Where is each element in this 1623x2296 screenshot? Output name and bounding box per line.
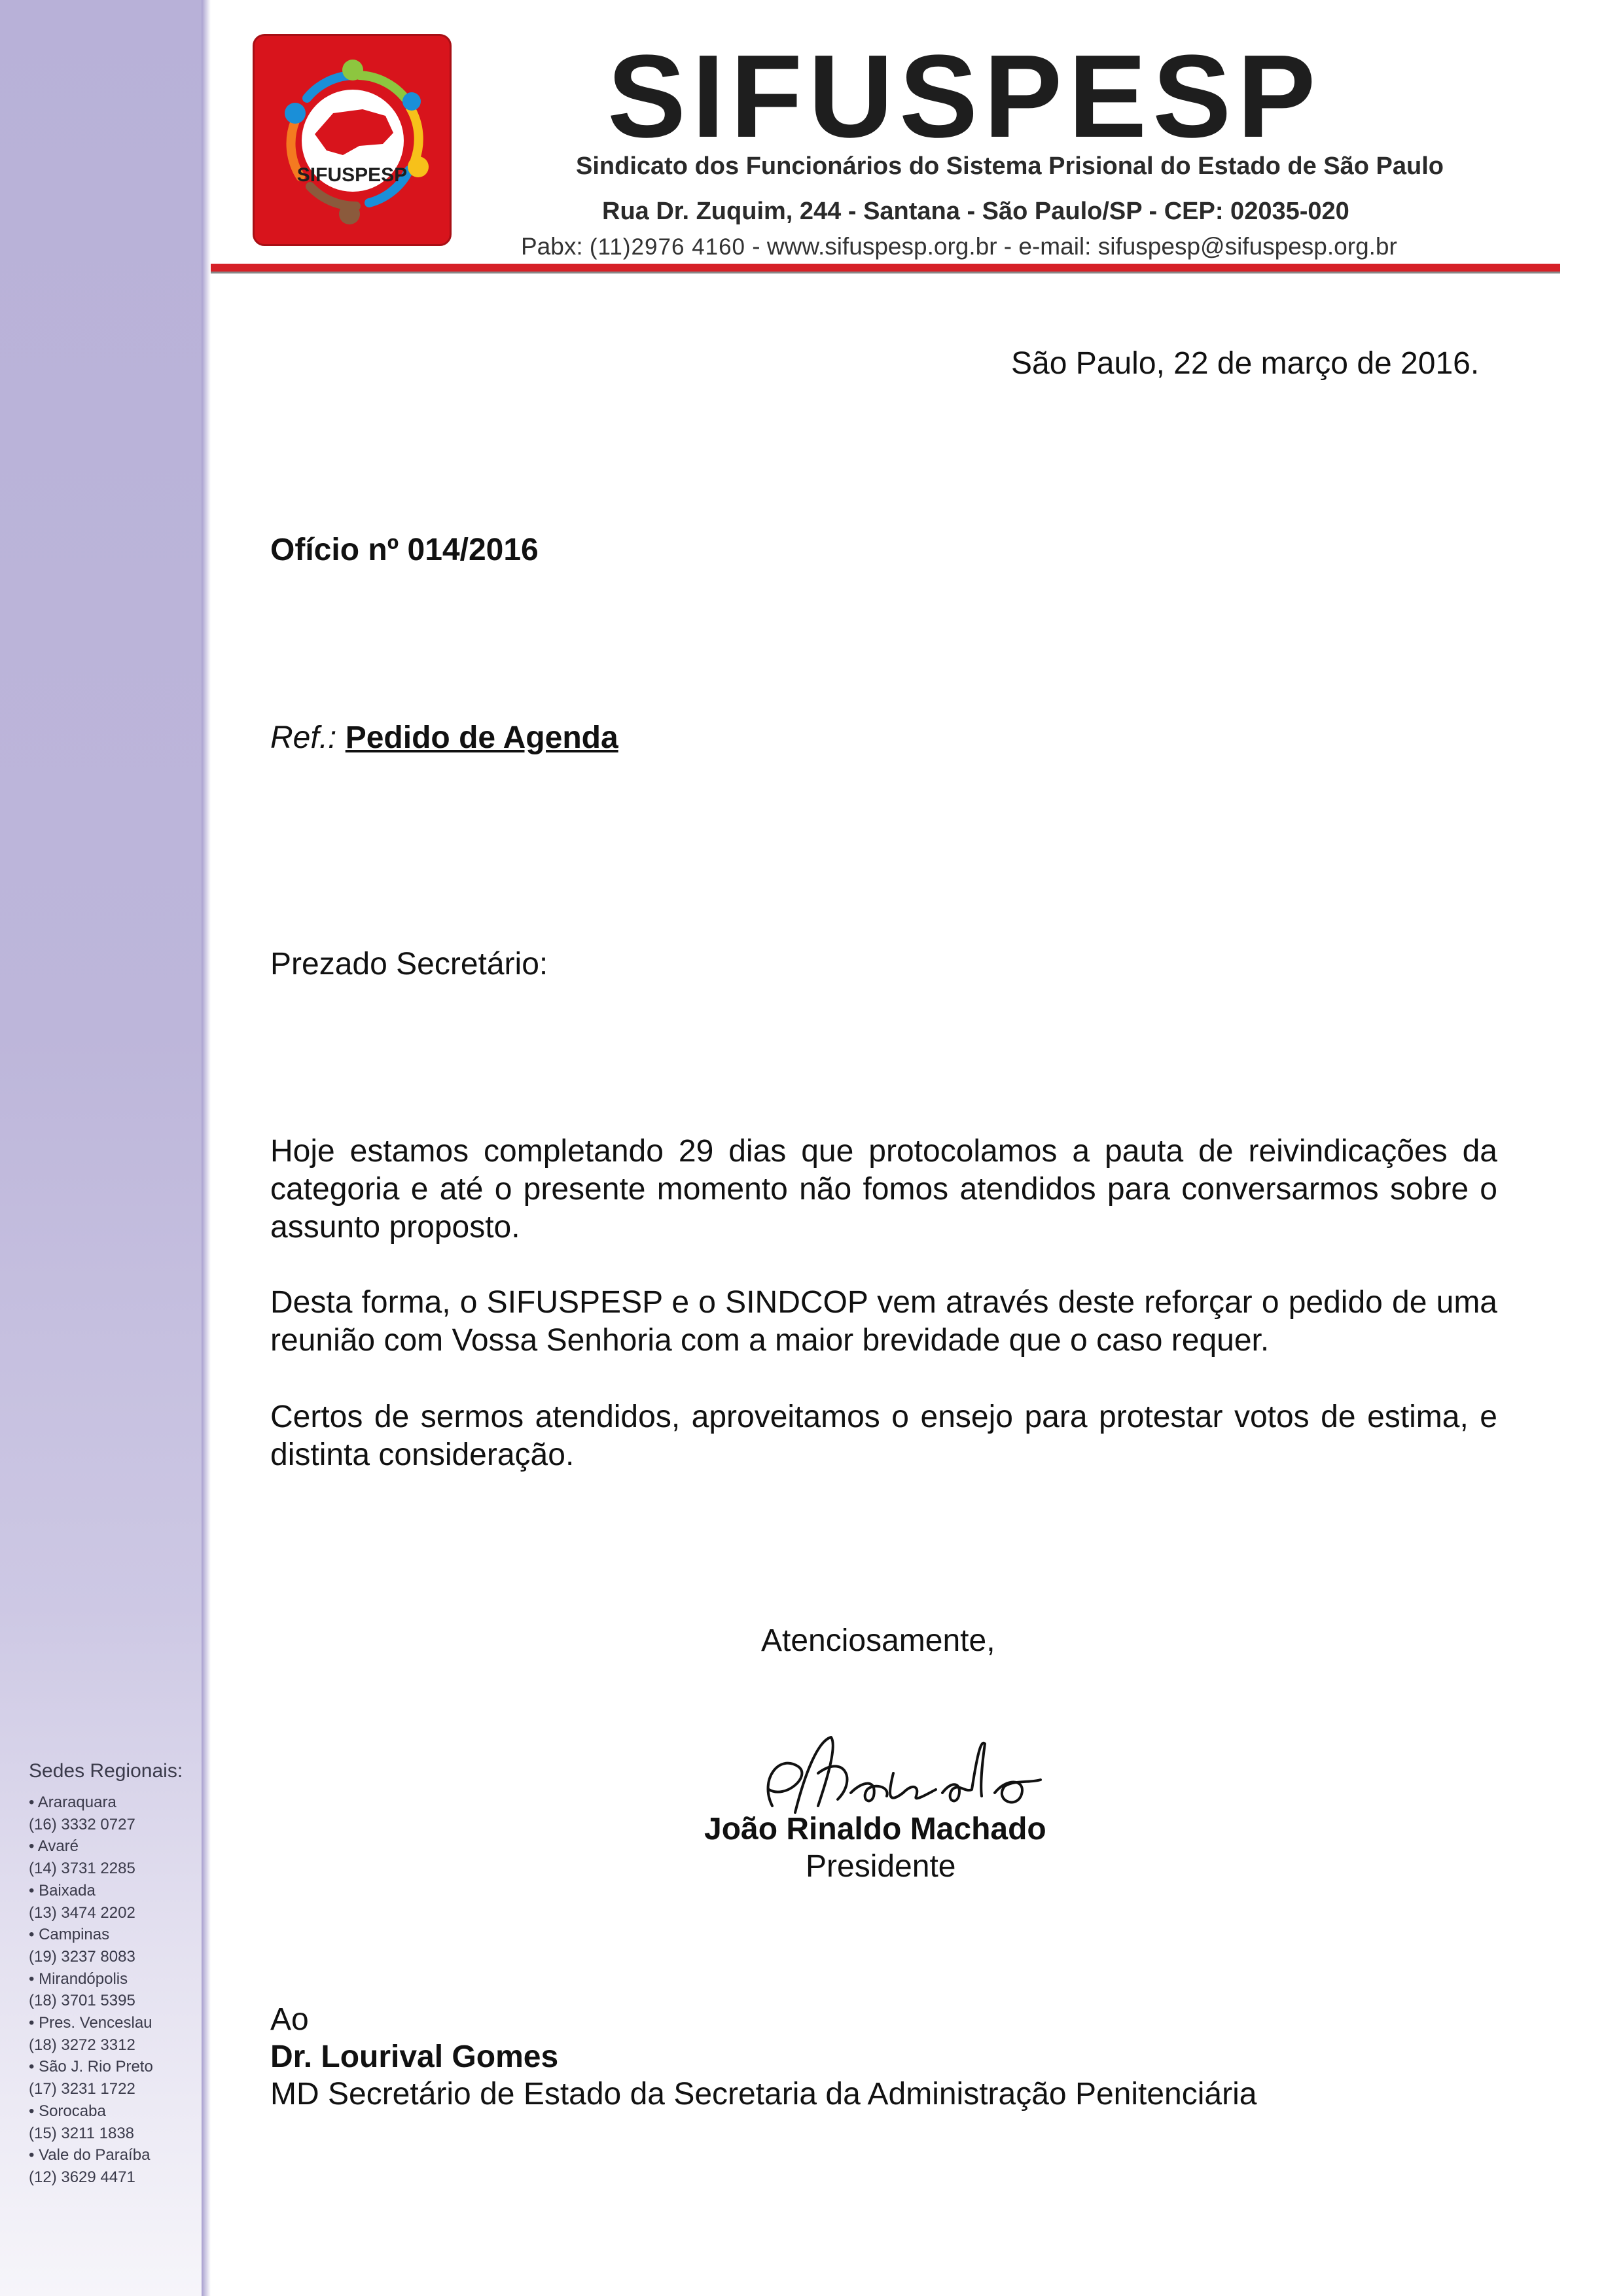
list-item: (13) 3474 2202 [29, 1903, 135, 1922]
signer-title: Presidente [806, 1849, 956, 1884]
reference-subject: Pedido de Agenda [345, 720, 618, 755]
reference-label: Ref.: [270, 720, 337, 755]
reference-line [270, 719, 618, 757]
contact-line [521, 233, 1397, 260]
organization-name: Sindicato dos Funcionários do Sistema Prisional do Estado de São Paulo [576, 152, 1444, 180]
list-item: • Campinas [29, 1926, 110, 1944]
list-item: • Pres. Venceslau [29, 2014, 152, 2032]
oficio-number: Ofício nº 014/2016 [270, 533, 539, 567]
organization-address: Rua Dr. Zuquim, 244 - Santana - São Paulo/SP - CEP: 02035-020 [602, 198, 1349, 225]
list-item: • Sorocaba [29, 2102, 106, 2120]
greeting: Prezado Secretário: [270, 947, 548, 981]
list-item: (14) 3731 2285 [29, 1860, 135, 1878]
signer-name: João Rinaldo Machado [704, 1812, 1046, 1846]
contact-web-email: - www.sifuspesp.org.br - e-mail: sifuspesp@sifuspesp.org.br [752, 233, 1397, 260]
recipient-prefix: Ao [270, 2002, 309, 2037]
brand-name: SIFUSPESP [607, 31, 1322, 162]
list-item: (17) 3231 1722 [29, 2080, 135, 2098]
contact-label: Pabx: [521, 233, 583, 260]
list-item: (18) 3272 3312 [29, 2036, 135, 2054]
letter-date: São Paulo, 22 de março de 2016. [1011, 346, 1480, 381]
regional-offices [29, 1760, 183, 2189]
recipient-title: MD Secretário de Estado da Secretaria da Administração Penitenciária [270, 2077, 1257, 2111]
list-item: • Araraquara [29, 1793, 116, 1811]
list-item: (12) 3629 4471 [29, 2168, 135, 2186]
list-item: (18) 3701 5395 [29, 1992, 135, 2010]
body-paragraph: Hoje estamos completando 29 dias que protocolamos a pauta de reivindicações da categoria e até o presente momento não fomos atendidos para conversarmos sobre o assunto proposto. [270, 1134, 1497, 1245]
body-paragraph: Desta forma, o SIFUSPESP e o SINDCOP vem através deste reforçar o pedido de uma reunião com Vossa Senhoria com a maior brevidade que o caso requer. [270, 1285, 1497, 1358]
list-item: • Mirandópolis [29, 1969, 128, 1988]
regional-offices-title: Sedes Regionais: [29, 1760, 183, 1782]
list-item: • São J. Rio Preto [29, 2058, 153, 2076]
list-item: • Vale do Paraíba [29, 2146, 151, 2164]
list-item: • Avaré [29, 1837, 79, 1856]
contact-phone: (11)2976 4160 [589, 234, 745, 260]
list-item: (19) 3237 8083 [29, 1947, 135, 1966]
list-item: (15) 3211 1838 [29, 2124, 135, 2142]
body-paragraph: Certos de sermos atendidos, aproveitamos o ensejo para protestar votos de estima, e distinta consideração. [270, 1400, 1497, 1472]
header-divider [211, 264, 1560, 272]
union-logo [253, 34, 452, 246]
list-item: • Baixada [29, 1881, 96, 1899]
list-item: (16) 3332 0727 [29, 1815, 135, 1833]
closing: Atenciosamente, [761, 1623, 995, 1658]
regional-offices-list [29, 1792, 183, 2189]
recipient-name: Dr. Lourival Gomes [270, 2040, 559, 2074]
logo-text: SIFUSPESP [296, 164, 408, 186]
